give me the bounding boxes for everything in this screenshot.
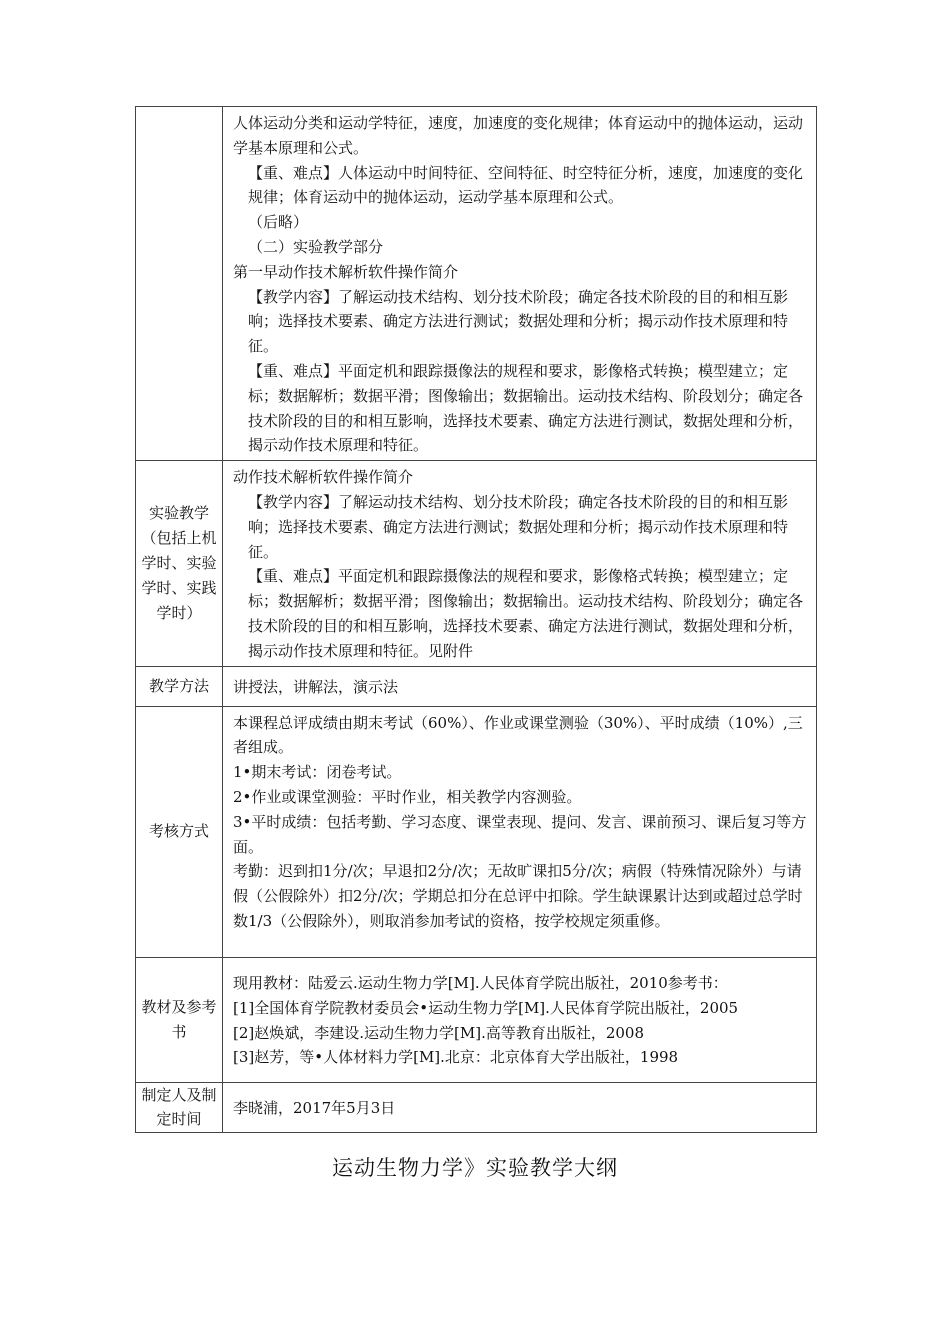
theory-label [136, 107, 223, 461]
theory-para-5: 第一早动作技术解析软件操作简介 [233, 262, 459, 281]
theory-para-4: （二）实验教学部分 [248, 237, 384, 256]
assessment-para-1: 本课程总评成绩由期末考试（60%）、作业或课堂测验（30%）、平时成绩（10%）,三者组成。 [233, 713, 803, 757]
theory-row [136, 107, 817, 461]
reference-3: [3]赵芳，等•人体材料力学[M].北京：北京体育大学出版社，1998 [233, 1048, 679, 1067]
reference-2: [2]赵焕斌，李建设.运动生物力学[M].高等教育出版社，2008 [233, 1023, 645, 1042]
experiment-row [136, 461, 817, 666]
assessment-para-2: 1•期末考试：闭卷考试。 [233, 763, 402, 782]
experiment-para-1: 动作技术解析软件操作简介 [233, 468, 414, 487]
author-label: 制定人及制定时间 [136, 1082, 223, 1133]
method-row [136, 666, 817, 706]
reference-1: [1]全国体育学院教材委员会•运动生物力学[M].人民体育学院出版社，2005 [233, 998, 739, 1017]
theory-para-7: 【重、难点】平面定机和跟踪摄像法的规程和要求，影像格式转换；模型建立；定标；数据解析；数据平滑；图像输出；数据输出。运动技术结构、阶段划分；确定各技术阶段的目的和相互影响，选择技术要素、确定方法进行测试，数据处理和分析，揭示动作技术原理和特征。 [248, 361, 804, 455]
textbook-current: 现用教材：陆爱云.运动生物力学[M].人民体育学院出版社，2010参考书： [233, 973, 728, 992]
assessment-para-5: 考勤：迟到扣1分/次；早退扣2分/次；无故旷课扣5分/次；病假（特殊情况除外）与请假（公假除外）扣2分/次；学期总扣分在总评中扣除。学生缺课累计达到或超过总学时数1/3（公假除外），则取消参加考试的资格，按学校规定须重修。 [233, 862, 803, 930]
experiment-para-2: 【教学内容】了解运动技术结构、划分技术阶段；确定各技术阶段的目的和相互影响；选择技术要素、确定方法进行测试；数据处理和分析；揭示动作技术原理和特征。 [248, 492, 789, 561]
theory-para-6: 【教学内容】了解运动技术结构、划分技术阶段；确定各技术阶段的目的和相互影响；选择技术要素、确定方法进行测试；数据处理和分析；揭示动作技术原理和特征。 [248, 287, 789, 356]
author-text: 李晓浦，2017年5月3日 [223, 1082, 817, 1133]
method-text: 讲授法，讲解法，演示法 [223, 666, 817, 706]
experiment-label: 实验教学（包括上机学时、实验学时、实践学时） [136, 461, 223, 666]
theory-para-3: （后略） [248, 213, 309, 232]
textbooks-label: 教材及参考书 [136, 957, 223, 1082]
assessment-row [136, 706, 817, 957]
assessment-content [233, 711, 808, 955]
experiment-para-3: 【重、难点】平面定机和跟踪摄像法的规程和要求，影像格式转换；模型建立；定标；数据解析；数据平滑；图像输出；数据输出。运动技术结构、阶段划分；确定各技术阶段的目的和相互影响，选择技术要素、确定方法进行测试，数据处理和分析，揭示动作技术原理和特征。见附件 [248, 567, 804, 660]
syllabus-table [135, 106, 817, 1133]
theory-para-1: 人体运动分类和运动学特征，速度，加速度的变化规律；体育运动中的抛体运动，运动学基本原理和公式。 [233, 114, 804, 157]
theory-para-2: 【重、难点】人体运动中时间特征、空间特征、时空特征分析，速度，加速度的变化规律；体育运动中的抛体运动，运动学基本原理和公式。 [248, 163, 804, 207]
outline-title: 运动生物力学》实验教学大纲 [332, 1156, 618, 1180]
assessment-para-3: 2•作业或课堂测验：平时作业，相关教学内容测验。 [233, 787, 582, 806]
textbooks-row [136, 957, 817, 1082]
method-label: 教学方法 [136, 666, 223, 706]
author-row [136, 1082, 817, 1133]
assessment-label: 考核方式 [136, 706, 223, 957]
assessment-para-4: 3•平时成绩：包括考勤、学习态度、课堂表现、提问、发言、课前预习、课后复习等方面。 [233, 812, 807, 856]
